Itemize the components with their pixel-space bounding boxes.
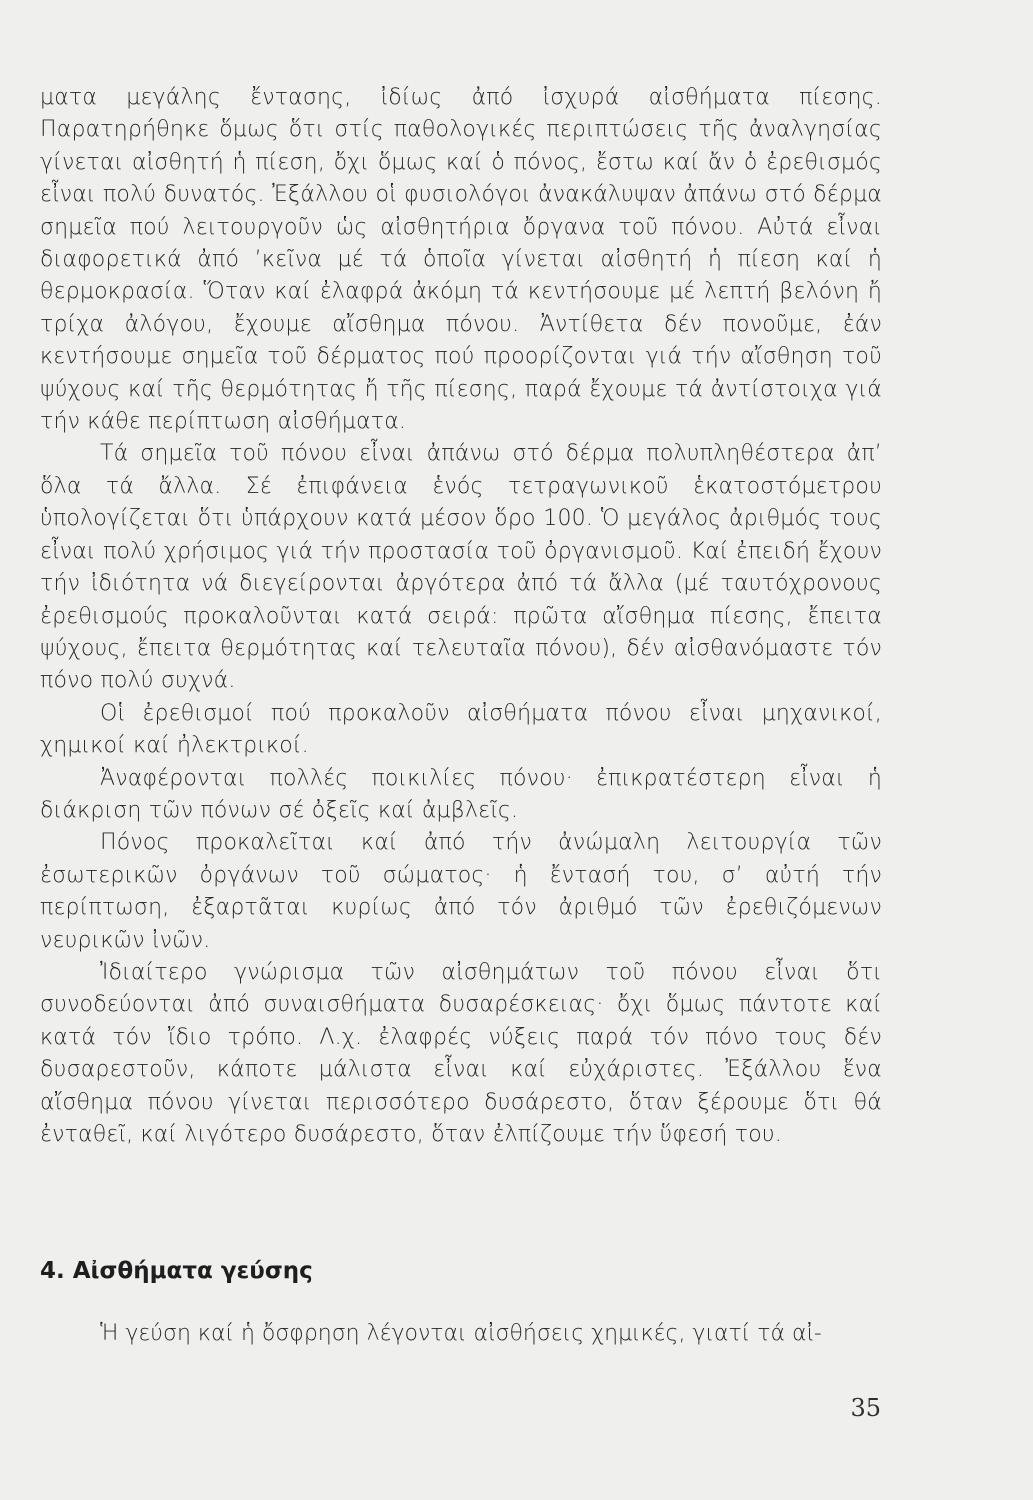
section-heading xyxy=(40,1258,882,1284)
section-number: 4. xyxy=(40,1258,65,1284)
paragraph-6: Ἰδιαίτερο γνώρισμα τῶν αἰσθημάτων τοῦ πόνου εἶναι ὅτι συνοδεύονται ἀπό συναισθήματα δυσαρέσκειας· ὄχι ὅμως πάντοτε καί κατά τόν ἴδιο τρόπο. Λ.χ. ἐλαφρές νύξεις παρά τόν πόνο τους δέν δυσαρεστοῦν, κάποτε μάλιστα εἶναι καί εὐχάριστες. Ἐξάλλου ἕνα αἴσθημα πόνου γίνεται περισσότερο δυσάρεστο, ὅταν ξέρουμε ὅτι θά ἐνταθεῖ, καί λιγότερο δυσάρεστο, ὅταν ἐλπίζουμε τήν ὕφεσή του. xyxy=(40,959,882,1147)
paragraph-7: Ἡ γεύση καί ἡ ὄσφρηση λέγονται αἰσθήσεις χημικές, γιατί τά αἰ- xyxy=(100,1321,822,1346)
body-text xyxy=(40,82,882,1151)
paragraph-3: Οἱ ἐρεθισμοί πού προκαλοῦν αἰσθήματα πόνου εἶναι μηχανικοί, χημικοί καί ἠλεκτρικοί. xyxy=(40,700,882,759)
paragraph-4: Ἀναφέρονται πολλές ποικιλίες πόνου· ἐπικρατέστερη εἶναι ἡ διάκριση τῶν πόνων σέ ὀξεῖς καί ἀμβλεῖς. xyxy=(40,765,882,823)
paragraph-2: Τά σημεῖα τοῦ πόνου εἶναι ἀπάνω στό δέρμα πολυπληθέστερα ἀπ’ ὅλα τά ἄλλα. Σέ ἐπιφάνεια ἑνός τετραγωνικοῦ ἑκατοστόμετρου ὑπολογίζεται ὅτι ὑπάρχουν κατά μέσον ὅρο 100. Ὁ μεγάλος ἀριθμός τους εἶναι πολύ χρήσιμος γιά τήν προστασία τοῦ ὀργανισμοῦ. Καί ἐπειδή ἔχουν τήν ἰδιότητα νά διεγείρονται ἀργότερα ἀπό τά ἄλλα (μέ ταυτόχρονους ἐρεθισμούς προκαλοῦνται κατά σειρά: πρῶτα αἴσθημα πίεσης, ἔπειτα ψύχους, ἔπειτα θερμότητας καί τελευταῖα πόνου), δέν αἰσθανόμαστε τόν πόνο πολύ συχνά. xyxy=(40,441,882,694)
paragraph-1: ματα μεγάλης ἔντασης, ἰδίως ἀπό ἰσχυρά αἰσθήματα πίεσης. Παρατηρήθηκε ὅμως ὅτι στίς παθολογικές περιπτώσεις τῆς ἀναλγησίας γίνεται αἰσθητή ἡ πίεση, ὄχι ὅμως καί ὁ πόνος, ἔστω καί ἄν ὁ ἐρεθισμός εἶναι πολύ δυνατός. Ἐξάλλου οἱ φυσιολόγοι ἀνακάλυψαν ἀπάνω στό δέρμα σημεῖα πού λειτουργοῦν ὡς αἰσθητήρια ὄργανα τοῦ πόνου. Αὐτά εἶναι διαφορετικά ἀπό ’κεῖνα μέ τά ὁποῖα γίνεται αἰσθητή ἡ πίεση καί ἡ θερμοκρασία. Ὅταν καί ἐλαφρά ἀκόμη τά κεντήσουμε μέ λεπτή βελόνη ἤ τρίχα ἀλόγου, ἔχουμε αἴσθημα πόνου. Ἀντίθετα δέν πονοῦμε, ἐάν κεντήσουμε σημεῖα τοῦ δέρματος πού προορίζονται γιά τήν αἴσθηση τοῦ ψύχους καί τῆς θερμότητας ἤ τῆς πίεσης, παρά ἔχουμε τά ἀντίστοιχα γιά τήν κάθε περίπτωση αἰσθήματα. xyxy=(40,85,882,435)
section-title: Αἰσθήματα γεύσης xyxy=(72,1258,313,1284)
page-number: 35 xyxy=(850,1394,881,1422)
paragraph-5: Πόνος προκαλεῖται καί ἀπό τήν ἀνώμαλη λειτουργία τῶν ἐσωτερικῶν ὀργάνων τοῦ σώματος· ἡ ἔντασή του, σ’ αὐτή τήν περίπτωση, ἐξαρτᾶται κυρίως ἀπό τόν ἀριθμό τῶν ἐρεθιζόμενων νευρικῶν ἰνῶν. xyxy=(40,830,882,953)
